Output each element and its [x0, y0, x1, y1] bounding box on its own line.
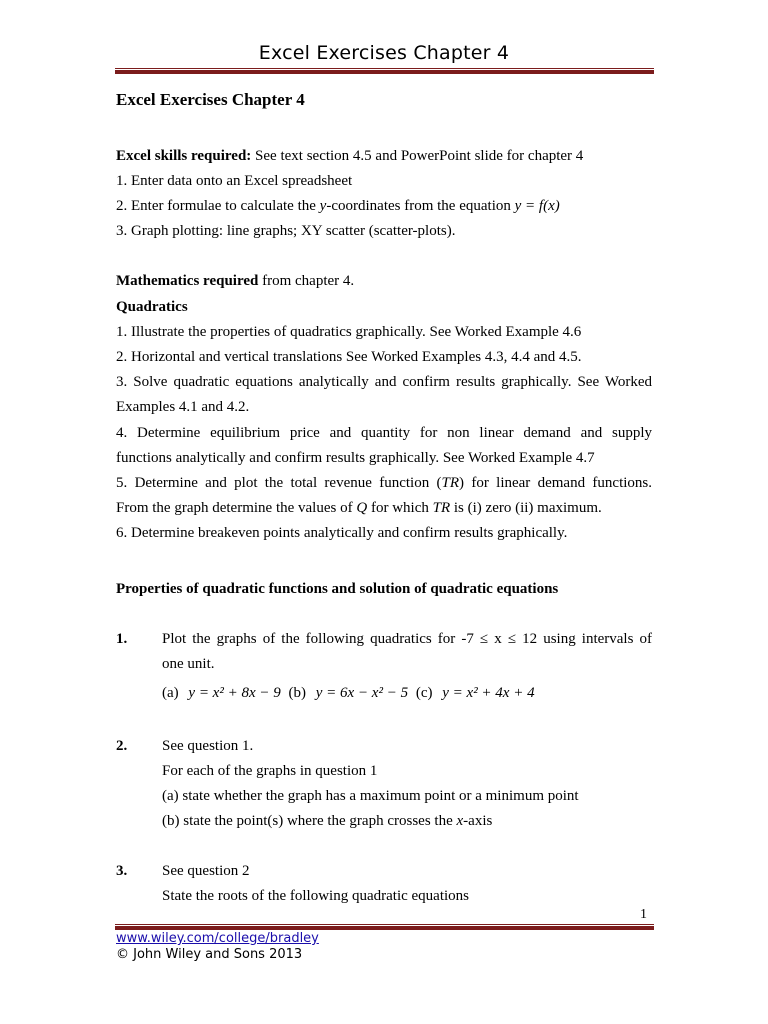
equation-a-label: (a): [162, 685, 179, 701]
math-item-5-pre: 5. Determine and plot the total revenue function (: [116, 475, 442, 491]
equation-c: y = x² + 4x + 4: [442, 685, 535, 701]
math-item-6: 6. Determine breakeven points analytically and confirm results graphically.: [116, 525, 568, 541]
footer-rule-thick: [115, 926, 654, 930]
header-rule-thin: [115, 68, 654, 69]
math-item-5b-post: is (i) zero (ii) maximum.: [450, 500, 602, 516]
question-2-line-1: See question 1.: [162, 738, 254, 754]
header-rule-thick: [115, 70, 654, 74]
page-title: Excel Exercises Chapter 4: [116, 90, 305, 109]
math-intro-text: from chapter 4.: [258, 273, 355, 289]
page-number: 1: [640, 907, 647, 922]
excel-skills-label: Excel skills required:: [116, 148, 252, 164]
math-item-5-line-2: [116, 500, 652, 517]
equation-b: y = 6x − x² − 5: [315, 685, 409, 701]
math-item-1: 1. Illustrate the properties of quadratics graphically. See Worked Example 4.6: [116, 324, 582, 340]
question-2-line-3: (a) state whether the graph has a maximum point or a minimum point: [162, 788, 579, 804]
math-item-2: 2. Horizontal and vertical translations See Worked Examples 4.3, 4.4 and 4.5.: [116, 349, 582, 365]
math-item-5b-mid: for which: [367, 500, 433, 516]
question-2-line-4-x: x: [456, 813, 464, 829]
math-item-5-line-1: [116, 475, 652, 492]
question-3-number: 3.: [116, 863, 128, 879]
question-2-number: 2.: [116, 738, 128, 754]
math-item-4-line-1: 4. Determine equilibrium price and quantity for non linear demand and supply: [116, 425, 652, 441]
excel-skill-item-1: 1. Enter data onto an Excel spreadsheet: [116, 173, 353, 189]
math-item-3-line-1: 3. Solve quadratic equations analytically and confirm results graphically. See Worked: [116, 374, 652, 390]
question-1-line-2: one unit.: [162, 656, 215, 672]
question-3-line-2: State the roots of the following quadratic equations: [162, 888, 470, 904]
math-item-5b-q: Q: [356, 500, 368, 516]
excel-skills-intro: [116, 148, 652, 165]
footer-copyright: © John Wiley and Sons 2013: [116, 947, 303, 962]
math-item-5-post: ) for linear demand functions.: [459, 475, 652, 491]
math-item-5b-pre: From the graph determine the values of: [116, 500, 357, 516]
excel-skill-item-2-equation: y = f(x): [514, 198, 560, 214]
math-item-3-line-2: Examples 4.1 and 4.2.: [116, 399, 250, 415]
math-item-4-line-2: functions analytically and confirm results graphically. See Worked Example 4.7: [116, 450, 595, 466]
section-heading: Properties of quadratic functions and solution of quadratic equations: [116, 581, 559, 597]
footer-rule-thin: [115, 924, 654, 925]
excel-skills-intro-text: See text section 4.5 and PowerPoint slide for chapter 4: [251, 148, 584, 164]
equation-c-label: (c): [415, 685, 433, 701]
question-2-line-4: [162, 813, 652, 830]
math-label: Mathematics required: [116, 273, 259, 289]
excel-skill-item-3: 3. Graph plotting: line graphs; XY scatter (scatter-plots).: [116, 223, 456, 239]
question-2-line-4-pre: (b) state the point(s) where the graph crosses the: [162, 813, 457, 829]
excel-skill-item-2-mid: -coordinates from the equation: [326, 198, 515, 214]
excel-skill-item-2-pre: 2. Enter formulae to calculate the: [116, 198, 320, 214]
math-item-5-tr: TR: [441, 475, 460, 491]
question-2-line-2: For each of the graphs in question 1: [162, 763, 378, 779]
question-2-line-4-post: -axis: [463, 813, 493, 829]
equation-a: y = x² + 8x − 9: [188, 685, 281, 701]
question-1-equations: [162, 685, 652, 702]
math-intro: [116, 273, 652, 290]
equation-b-label: (b): [288, 685, 306, 701]
question-3-line-1: See question 2: [162, 863, 250, 879]
question-1-line-1: Plot the graphs of the following quadratics for -7 ≤ x ≤ 12 using intervals of: [162, 631, 652, 647]
excel-skill-item-2: [116, 198, 652, 215]
running-header-title: Excel Exercises Chapter 4: [258, 42, 510, 64]
quadratics-subheading: Quadratics: [116, 299, 188, 315]
math-item-5b-tr: TR: [432, 500, 451, 516]
question-1-number: 1.: [116, 631, 128, 647]
excel-skill-item-2-y: y: [319, 198, 327, 214]
footer-url-link[interactable]: www.wiley.com/college/bradley: [116, 931, 319, 946]
